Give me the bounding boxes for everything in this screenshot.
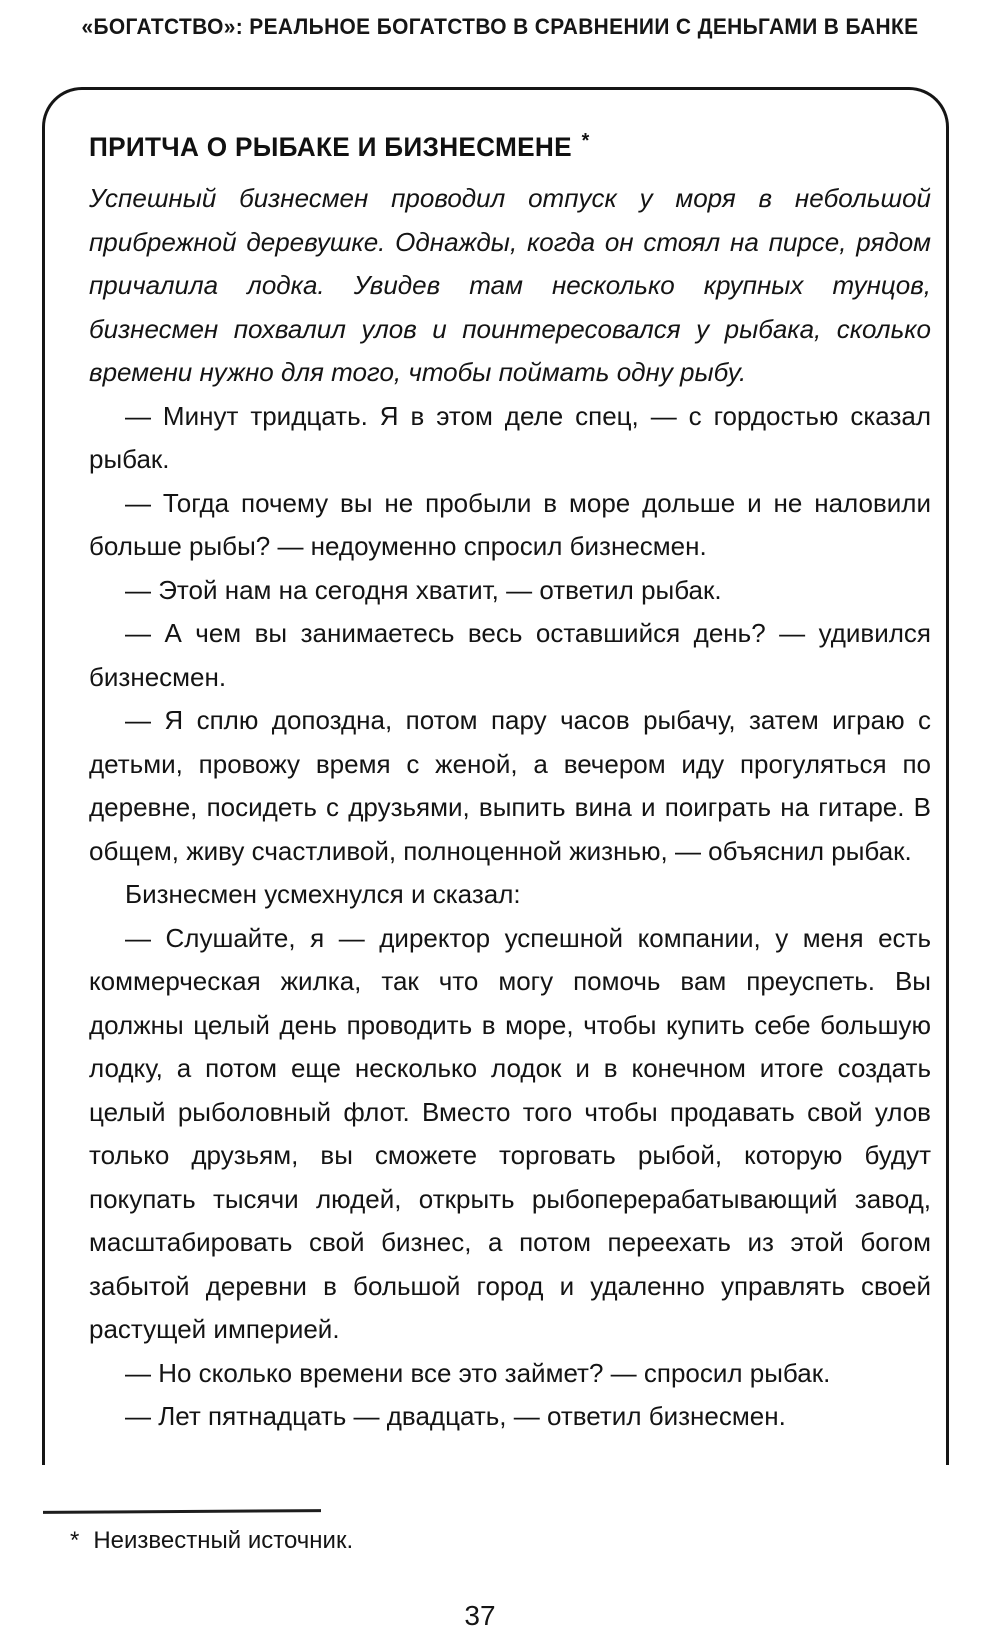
footnote <box>70 1526 353 1556</box>
parable-box <box>42 87 949 1465</box>
parable-body <box>89 177 931 1439</box>
parable-paragraph: — Минут тридцать. Я в этом деле спец, — с гордостью сказал рыбак. <box>89 400 931 474</box>
page-number: 37 <box>464 1600 496 1631</box>
parable-paragraph: — Слушайте, я — директор успешной компании, у меня есть коммерческая жилка, так что могу помочь вам преуспеть. Вы должны целый день проводить в море, чтобы купить себе большую лодку, а потом еще несколько лодок и в конечном итоге создать целый рыболовный флот. Вместо того чтобы продавать свой улов только друзьям, вы сможете торговать рыбой, которую будут покупать тысячи людей, открыть рыбоперерабатывающий завод, масштабировать свой бизнес, а потом переехать из этой богом забытой деревни в большой город и удаленно управлять своей растущей империей. <box>89 922 931 1344</box>
footnote-marker-reference: * <box>581 130 590 152</box>
running-head: «БОГАТСТВО»: РЕАЛЬНОЕ БОГАТСТВО В СРАВНЕНИИ С ДЕНЬГАМИ В БАНКЕ <box>81 14 919 39</box>
parable-title-text: ПРИТЧА О РЫБАКЕ И БИЗНЕСМЕНЕ <box>89 132 572 162</box>
footnote-rule <box>43 1509 321 1514</box>
parable-paragraph: — Этой нам на сегодня хватит, — ответил рыбак. <box>125 574 722 605</box>
parable-paragraph: — Тогда почему вы не пробыли в море дольше и не наловили больше рыбы? — недоуменно спросил бизнесмен. <box>89 487 931 561</box>
parable-paragraph: Бизнесмен усмехнулся и сказал: <box>125 879 521 909</box>
parable-paragraph: — Я сплю допоздна, потом пару часов рыбачу, затем играю с детьми, провожу время с женой, а вечером иду прогуляться по деревне, посидеть с друзьями, выпить вина и поиграть на гитаре. В общем, живу счастливой, полноценной жизнью, — объяснил рыбак. <box>89 705 931 866</box>
footnote-marker: * <box>70 1527 80 1554</box>
footnote-text: Неизвестный источник. <box>93 1527 354 1554</box>
parable-title <box>89 124 906 164</box>
parable-lead-paragraph: Успешный бизнесмен проводил отпуск у моря в небольшой прибрежной деревушке. Однажды, когда он стоял на пирсе, рядом причалила лодка. Увидев там несколько крупных тунцов, бизнесмен похвалил улов и поинтересовался у рыбака, сколько времени нужно для того, чтобы поймать одну рыбу. <box>89 183 931 387</box>
parable-paragraph: — А чем вы занимаетесь весь оставшийся день? — удивился бизнесмен. <box>89 618 931 692</box>
parable-paragraph: — Лет пятнадцать — двадцать, — ответил бизнесмен. <box>125 1401 786 1431</box>
parable-paragraph: — Но сколько времени все это займет? — спросил рыбак. <box>125 1357 831 1388</box>
parable-dialogue <box>89 395 931 1439</box>
